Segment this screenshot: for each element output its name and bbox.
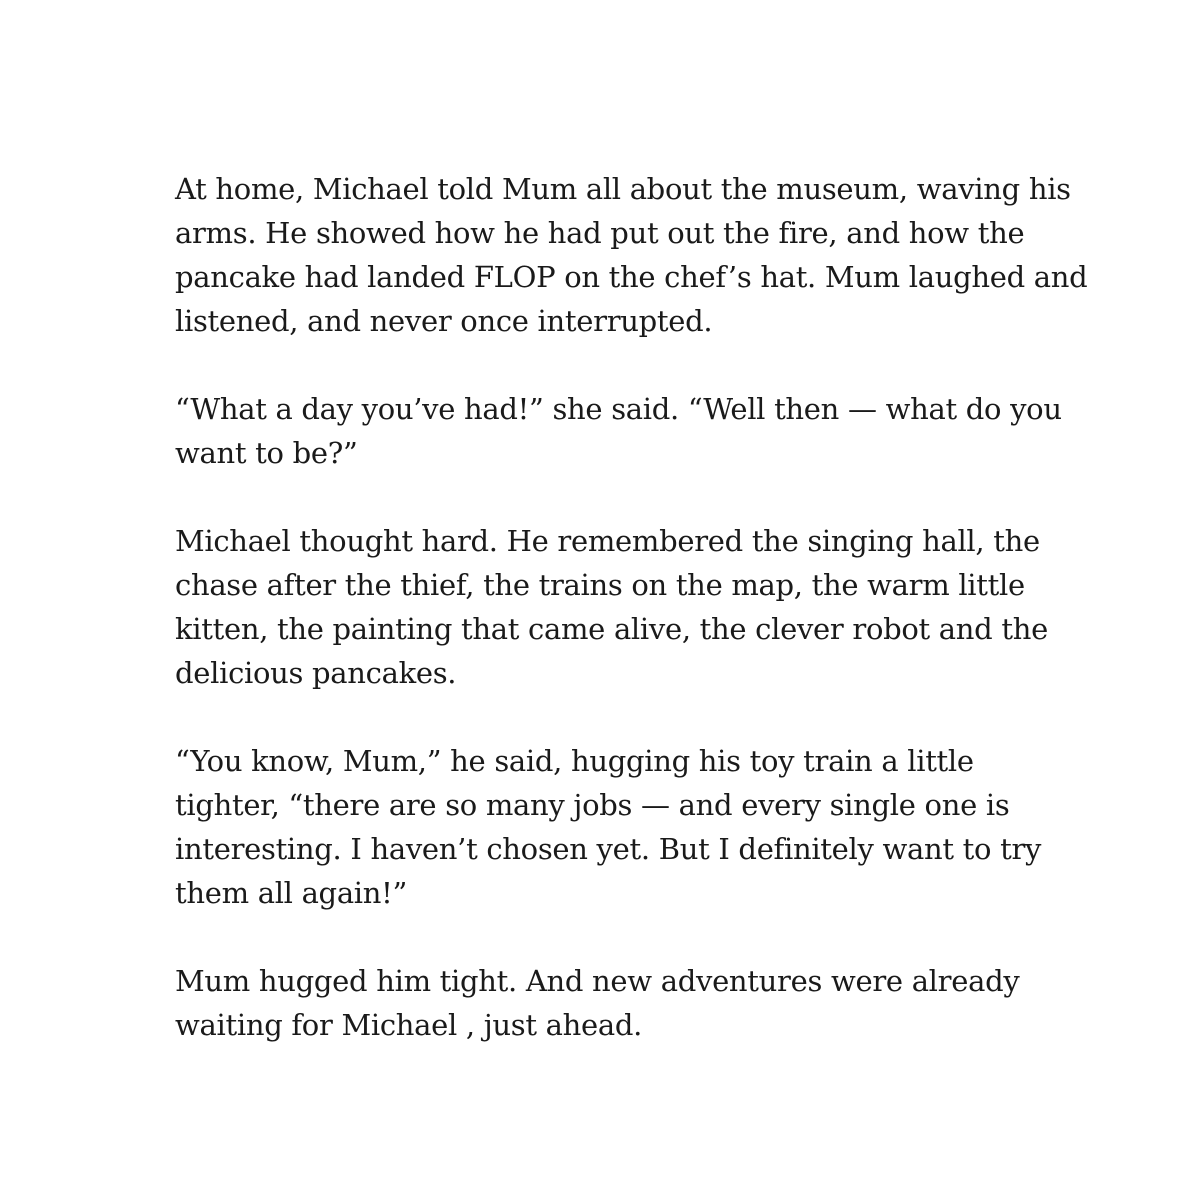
- text-line: chase after the thief, the trains on the map, the warm little: [175, 568, 1025, 602]
- text-line: delicious pancakes.: [175, 656, 457, 690]
- paragraph-3: [175, 519, 1095, 695]
- text-line: waiting for Michael , just ahead.: [175, 1008, 643, 1042]
- story-text: [175, 167, 1095, 1091]
- text-line: interesting. I haven’t chosen yet. But I definitely want to try: [175, 832, 1042, 866]
- text-line: At home, Michael told Mum all about the museum, waving his: [175, 172, 1071, 206]
- text-line: arms. He showed how he had put out the fire, and how the: [175, 216, 1025, 250]
- text-line: want to be?”: [175, 436, 358, 470]
- text-line: pancake had landed FLOP on the chef’s hat. Mum laughed and: [175, 260, 1088, 294]
- text-line: “What a day you’ve had!” she said. “Well then — what do you: [175, 392, 1062, 426]
- text-line: tighter, “there are so many jobs — and every single one is: [175, 788, 1010, 822]
- text-line: “You know, Mum,” he said, hugging his toy train a little: [175, 744, 974, 778]
- text-line: Mum hugged him tight. And new adventures were already: [175, 964, 1020, 998]
- paragraph-1: [175, 167, 1095, 343]
- paragraph-5: [175, 959, 1095, 1047]
- paragraph-2: [175, 387, 1095, 475]
- paragraph-4: [175, 739, 1095, 915]
- text-line: Michael thought hard. He remembered the singing hall, the: [175, 524, 1040, 558]
- text-line: kitten, the painting that came alive, the clever robot and the: [175, 612, 1048, 646]
- text-line: listened, and never once interrupted.: [175, 304, 713, 338]
- text-line: them all again!”: [175, 876, 408, 910]
